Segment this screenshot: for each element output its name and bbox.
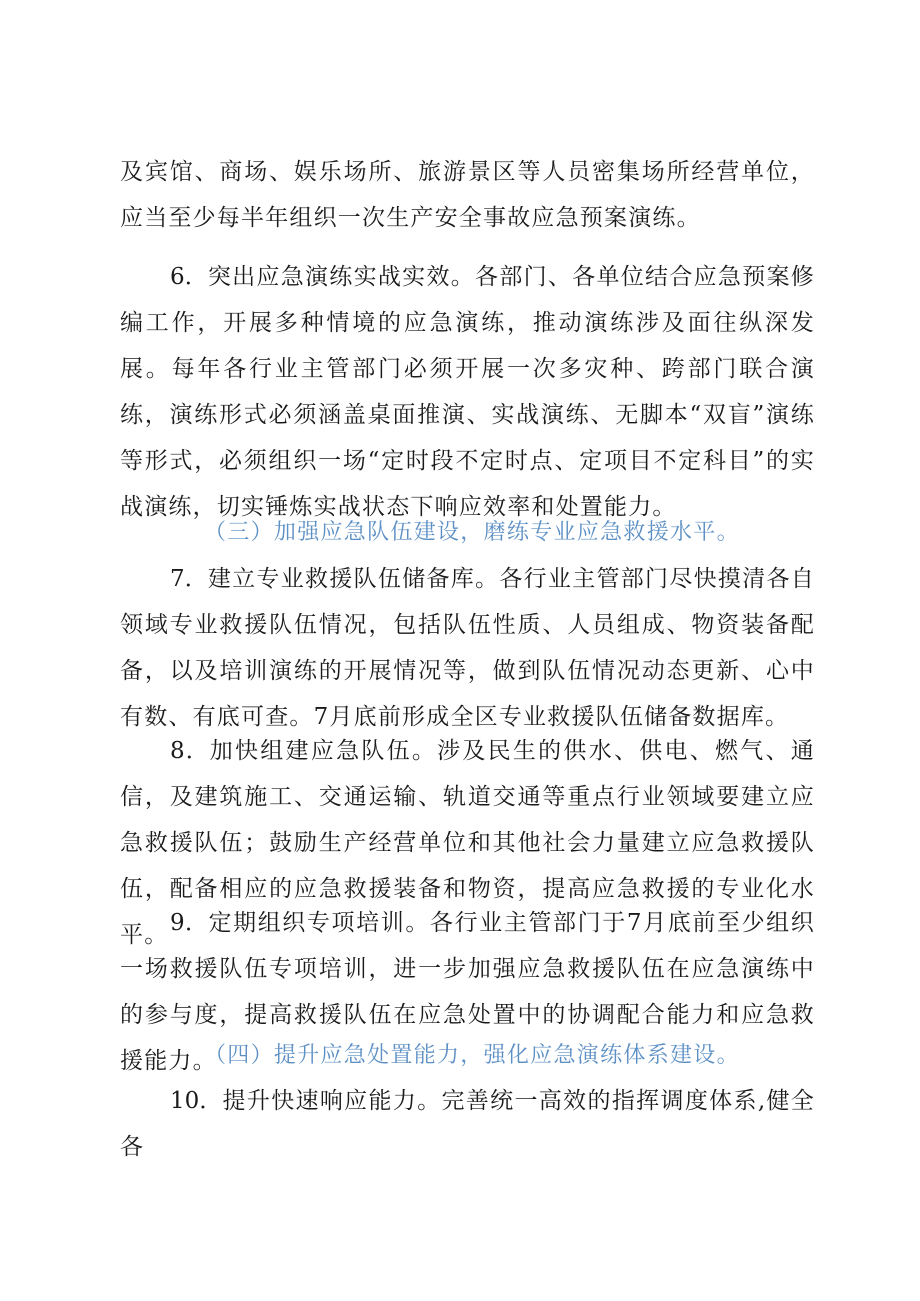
paragraph-number: 10． — [170, 1088, 223, 1114]
paragraph-10 — [120, 1078, 815, 1170]
paragraph-text: 定期组织专项培训。各行业主管部门于7月底前至少组织一场救援队伍专项培训，进一步加强应急救援队伍在应急演练中的参与度，提高救援队伍在应急处置中的协调配合能力和应急救援能力。 — [120, 910, 815, 1074]
section-heading-4: （四）提升应急处置能力，强化应急演练体系建设。 — [204, 1043, 740, 1068]
paragraph-6 — [120, 254, 815, 530]
paragraph-number: 8． — [170, 738, 210, 764]
paragraph-text: 建立专业救援队伍储备库。各行业主管部门尽快摸清各自领域专业救援队伍情况，包括队伍性质、人员组成、物资装备配备，以及培训演练的开展情况等，做到队伍情况动态更新、心中有数、有底可查。7月底前形成全区专业救援队伍储备数据库。 — [120, 566, 816, 730]
paragraph-text: 提升快速响应能力。完善统一高效的指挥调度体系,健全各 — [120, 1088, 815, 1160]
section-heading-3: （三）加强应急队伍建设，磨练专业应急救援水平。 — [204, 520, 740, 545]
paragraph-number: 6． — [170, 264, 208, 290]
paragraph-continuation: 及宾馆、商场、娱乐场所、旅游景区等人员密集场所经营单位，应当至少每半年组织一次生产安全事故应急预案演练。 — [120, 159, 815, 231]
paragraph-number: 9． — [170, 910, 209, 936]
paragraph-7 — [120, 556, 815, 740]
paragraph-text: 突出应急演练实战实效。各部门、各单位结合应急预案修编工作，开展多种情境的应急演练，推动演练涉及面往纵深发展。每年各行业主管部门必须开展一次多灾种、跨部门联合演练，演练形式必须涵盖桌面推演、实战演练、无脚本“双盲”演练等形式，必须组织一场“定时段不定时点、定项目不定科目”的实战演练，切实锤炼实战状态下响应效率和处置能力。 — [120, 264, 816, 520]
paragraph-text: 加快组建应急队伍。涉及民生的供水、供电、燃气、通信，及建筑施工、交通运输、轨道交通等重点行业领域要建立应急救援队伍；鼓励生产经营单位和其他社会力量建立应急救援队伍，配备相应的应急救援装备和物资，提高应急救援的专业化水平。 — [120, 738, 815, 948]
paragraph-number: 7． — [170, 566, 208, 592]
